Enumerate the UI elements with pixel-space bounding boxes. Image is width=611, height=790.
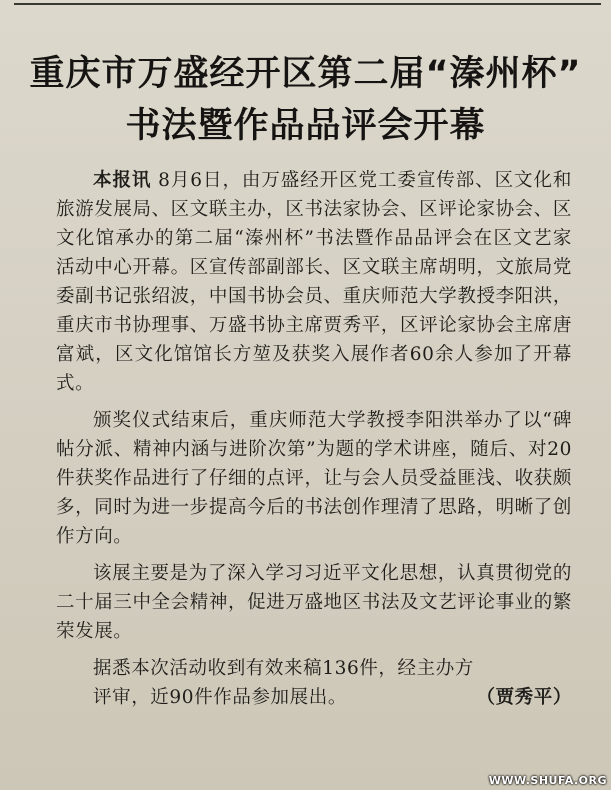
paragraph-4-last-line	[56, 683, 572, 712]
headline-line-2: 书法暨作品品评会开幕	[125, 106, 486, 146]
paragraph-1	[56, 166, 572, 398]
paragraph-4	[56, 654, 572, 712]
top-rule	[14, 3, 601, 5]
paragraph-3: 该展主要是为了深入学习习近平文化思想，认真贯彻党的二十届三中全会精神，促进万盛地区书法及文艺评论事业的繁荣发展。	[56, 563, 572, 642]
paragraph-2: 颁奖仪式结束后，重庆师范大学教授李阳洪举办了以“碑帖分派、精神内涵与进阶次第”为题的学术讲座，随后、对20件获奖作品进行了仔细的点评，让与会人员受益匪浅、收获颇多，同时为进一步提高今后的书法创作理清了思路，明晰了创作方向。	[56, 410, 572, 547]
dateline-lead: 本报讯	[93, 170, 152, 191]
headline-line-1: 重庆市万盛经开区第二届“溱州杯”	[29, 54, 582, 94]
paragraph-4-line-1: 据悉本次活动收到有效来稿136件，经主办方	[93, 658, 474, 679]
paragraph-4-line-2: 评审，近90件作品参加展出。	[93, 687, 347, 708]
site-watermark: WWW.SHUFA.ORG	[488, 774, 607, 787]
article-body	[56, 166, 572, 720]
author-byline: （贾秀平）	[476, 687, 572, 708]
paragraph-1-text: 8月6日，由万盛经开区党工委宣传部、区文化和旅游发展局、区文联主办，区书法家协会、区评论家协会、区文化馆承办的第二届“溱州杯”书法暨作品品评会在区文艺家活动中心开幕。区宣传部副部长、区文联主席胡明，文旅局党委副书记张绍波，中国书协会员、重庆师范大学教授李阳洪，重庆市书协理事、万盛书协主席贾秀平，区评论家协会主席唐富斌，区文化馆馆长方堃及获奖入展作者60余人参加了开幕式。	[56, 170, 572, 394]
